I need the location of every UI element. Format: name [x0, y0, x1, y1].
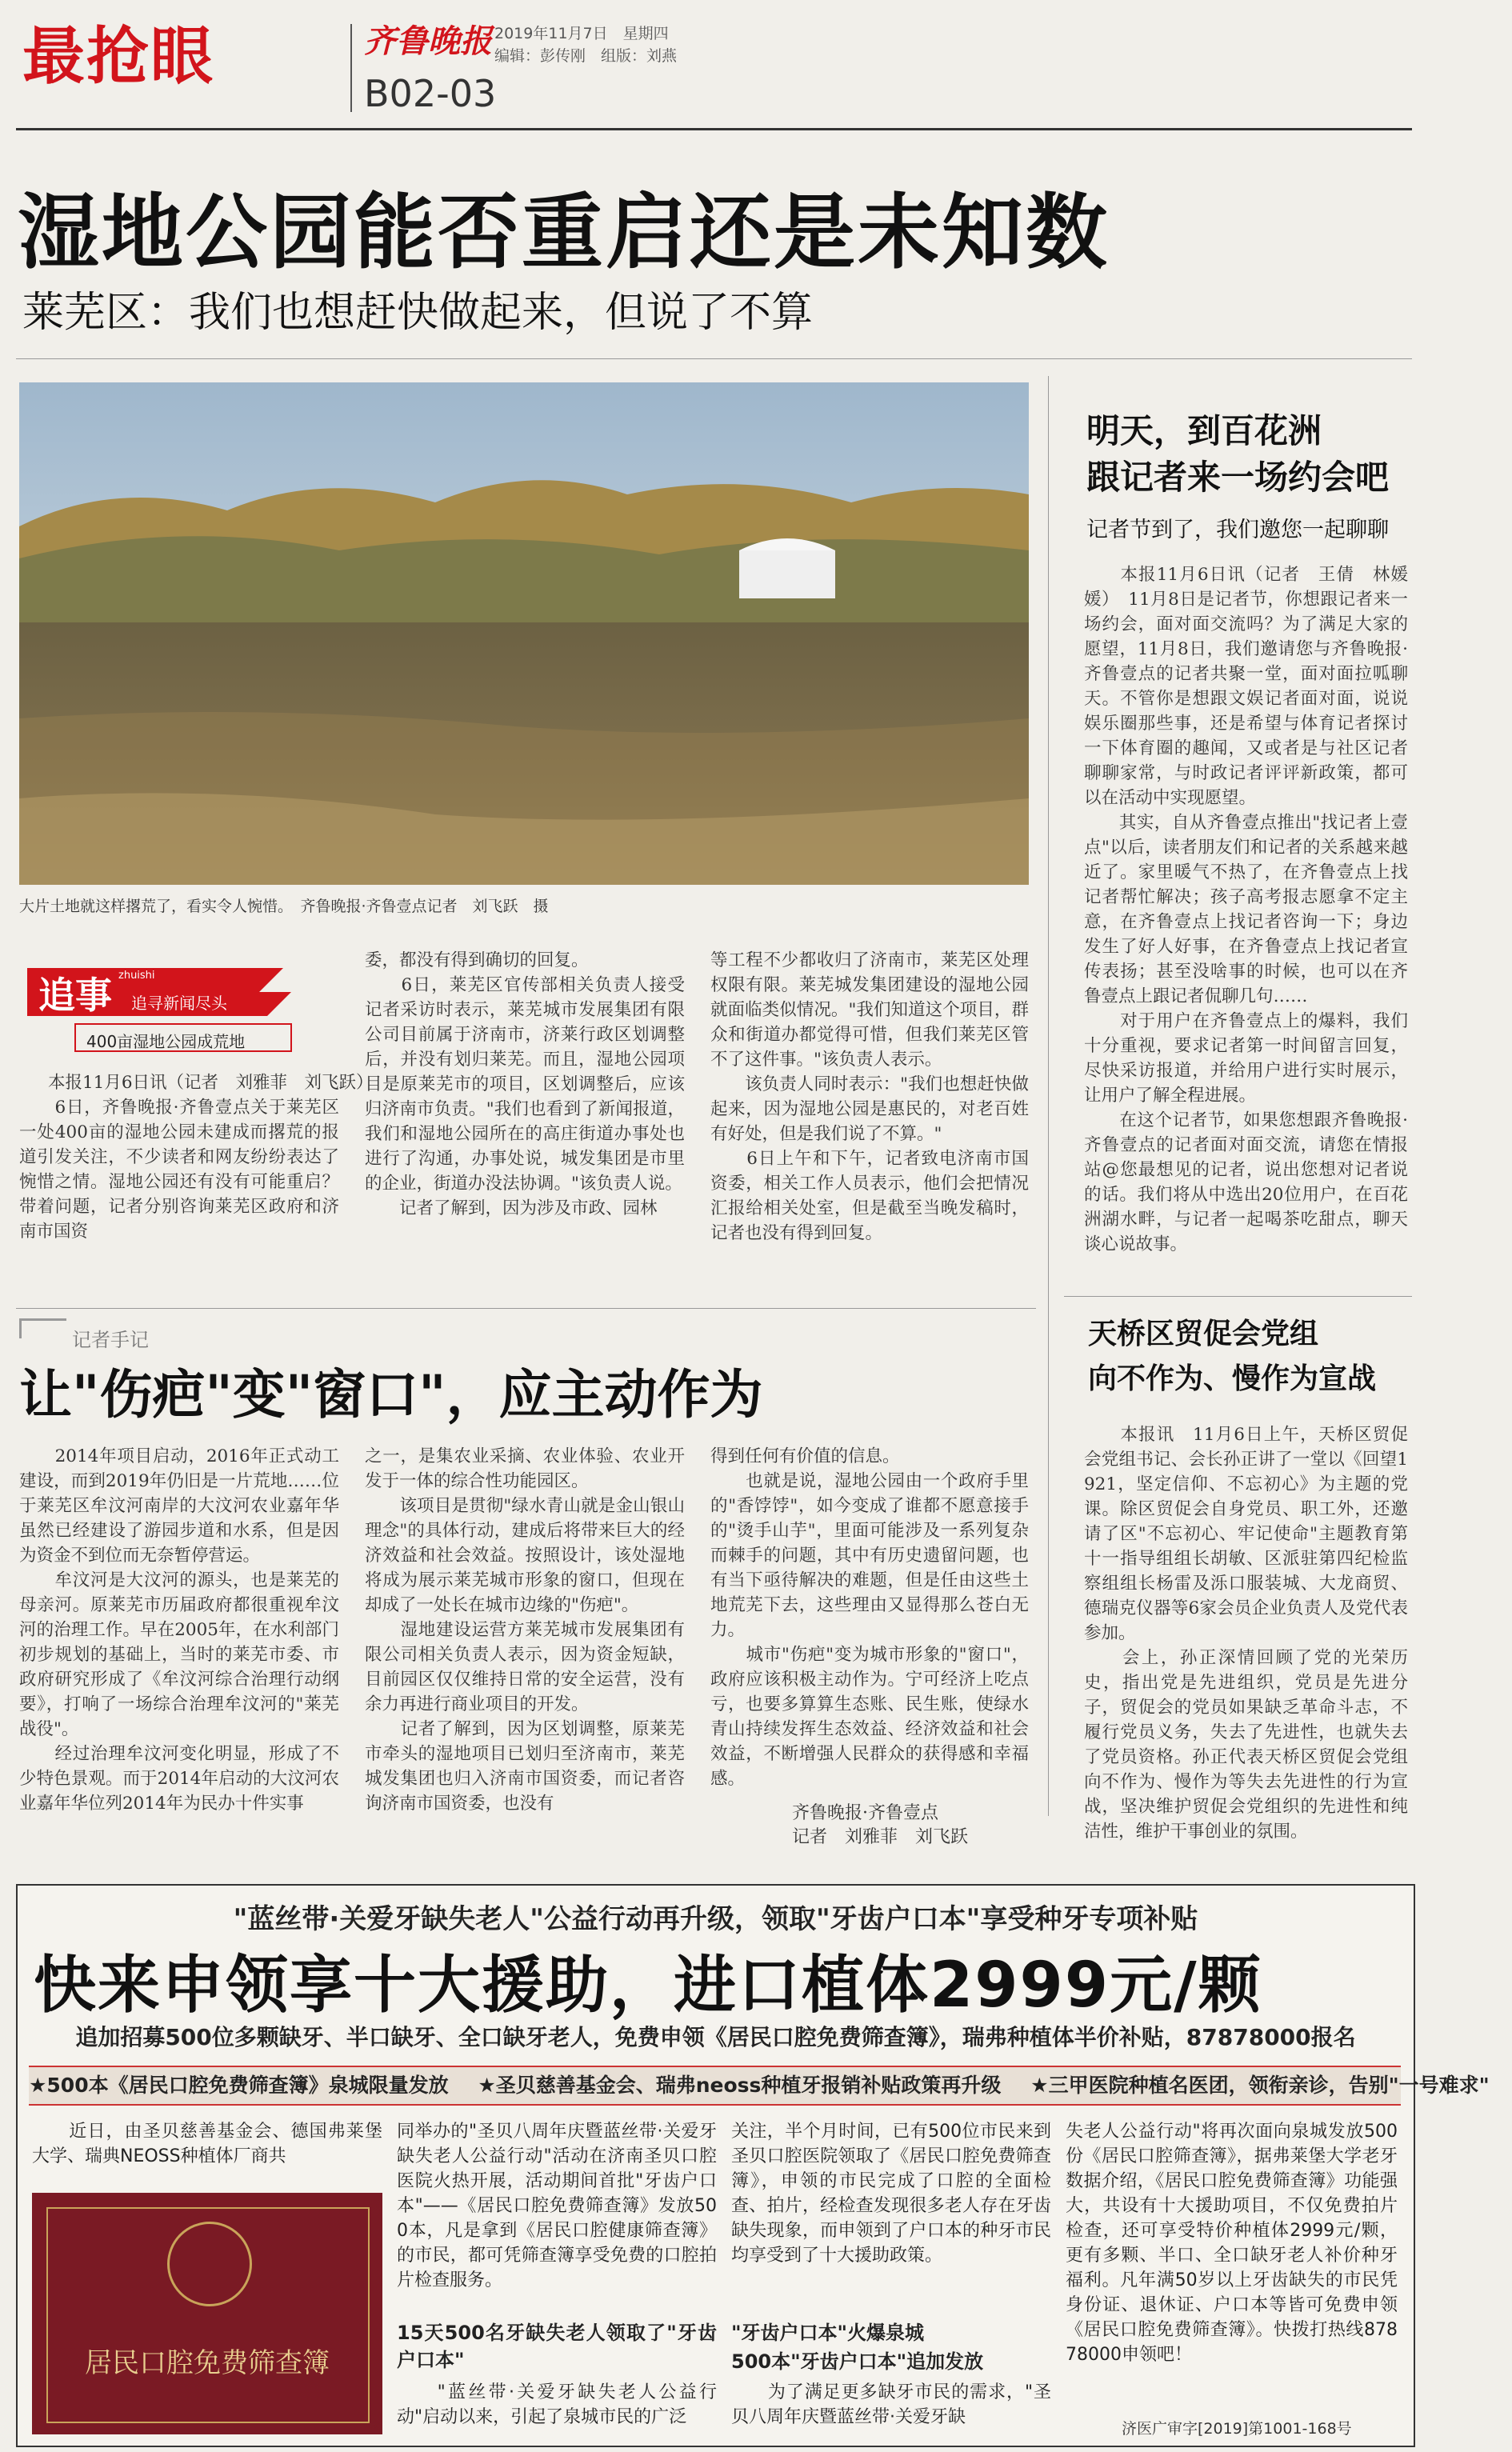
header-divider [350, 24, 352, 112]
side2-headline-line1: 天桥区贸促会党组 [1088, 1318, 1319, 1350]
ad-line-3: 追加招募500位多颗缺牙、半口缺牙、全口缺牙老人，免费申领《居民口腔免费筛查簿》，瑞弗种植体半价补贴，87878000报名 [75, 2024, 1356, 2050]
ad-col-4: 失老人公益行动"将再次面向泉城发放500份《居民口腔筛查簿》，据弗莱堡大学老牙数据介绍，《居民口腔免费筛查簿》功能强大，共设有十大援助项目，不仅免费拍片检查，还可享受特价种植体2999元/颗，更有多颗、半口、全口缺牙老人补价种牙福利。凡年满50岁以上牙齿缺失的市民凭身份证、退休证、户口本等皆可免费申领《居民口腔免费筛查簿》。快拨打热线87878000申领吧！ [1066, 2122, 1398, 2365]
ad-col-1: 近日，由圣贝慈善基金会、德国弗莱堡大学、瑞典NEOSS种植体厂商共 [32, 2122, 382, 2166]
ad-col-3: 关注，半个月时间，已有500位市民来到圣贝口腔医院领取了《居民口腔免费筛查簿》，申领的市民完成了口腔的全面检查、拍片，经检查发现很多老人存在牙齿缺失现象，而申领到了户口本的种牙市民均享受到了十大援助政策。 [731, 2122, 1051, 2266]
editor-line: 编辑：彭传刚 组版：刘燕 [494, 47, 678, 65]
editorial-label: 记者手记 [72, 1329, 149, 1351]
side1-headline [1086, 408, 1389, 501]
ad-line-1: "蓝丝带·关爱牙缺失老人"公益行动再升级，领取"牙齿户口本"享受种牙专项补贴 [233, 1903, 1198, 1935]
sidebar-rule [1048, 376, 1049, 1816]
editorial-col-3: 得到任何有价值的信息。 也就是说，湿地公园由一个政府手里的"香饽饽"，如今变成了谁都不愿意接手的"烫手山芋"，里面可能涉及一系列复杂而棘手的问题，其中有历史遗留问题，也有当下亟待解决的难题，但是任由这些土地荒芜下去，这些理由又显得那么苍白无力。 城市"伤疤"变为城市形象的"窗口"，政府应该积极主动作为。宁可经济上吃点亏，也要多算算生态账、民生账，使绿水青山持续发挥生态效益、经济效益和社会效益，不断增强人民群众的获得感和幸福感。 [710, 1446, 1029, 1789]
editorial-headline: 让"伤疤"变"窗口"，应主动作为 [19, 1364, 763, 1426]
ad-col-3-head-1: "牙齿户口本"火爆泉城 [731, 2322, 925, 2344]
ad-col-2: 同举办的"圣贝八周年庆暨蓝丝带·关爱牙缺失老人公益行动"活动在济南圣贝口腔医院火热开展，活动期间首批"牙齿户口本"——《居民口腔免费筛查簿》发放500本，凡是拿到《居民口腔健康筛查簿》的市民，都可凭筛查簿享受免费的口腔拍片检查服务。 [397, 2122, 717, 2290]
main-col-2: 委，都没有得到确切的回复。 6日，莱芜区官传部相关负责人接受记者采访时表示，莱芜城市发展集团有限公司目前属于济南市，济莱行政区划调整后，并没有划归莱芜。而且，湿地公园项目是原莱芜市的项目，区划调整后，应该归济南市负责。"我们也看到了新闻报道，我们和湿地公园所在的高庄街道办事处也进行了沟通，办事处说，城发集团是市里的企业，街道办没法协调。"该负责人说。 记者了解到，因为涉及市政、园林 [365, 950, 685, 1218]
badge-subtitle: 400亩湿地公园成荒地 [86, 1032, 246, 1051]
ad-col-3-head-2: 500本"牙齿户口本"追加发放 [731, 2350, 984, 2373]
ad-license: 济医广审字[2019]第1001-168号 [1122, 2420, 1352, 2438]
ad-highlight-band [29, 2066, 1490, 2106]
editorial-col-1: 2014年项目启动，2016年正式动工建设，而到2019年仍旧是一片荒地……位于莱芜区牟汶河南岸的大汶河农业嘉年华虽然已经建设了游园步道和水系，但是因为资金不到位而无奈暂停营运。 牟汶河是大汶河的源头，也是莱芜的母亲河。原莱芜市历届政府都很重视牟汶河的治理工作。早在2005年，在水利部门初步规划的基础上，当时的莱芜市委、市政府研究形成了《牟汶河综合治理行动纲要》，打响了一场综合治理牟汶河的"莱芜战役"。 经过治理牟汶河变化明显，形成了不少特色景观。而于2014年启动的大汶河农业嘉年华位列2014年为民办十件实事 [19, 1446, 339, 1814]
side1-headline-line1: 明天，到百花洲 [1086, 411, 1322, 450]
signature-authors: 记者 刘雅菲 刘飞跃 [792, 1827, 969, 1847]
badge-pinyin: zhuishi [118, 970, 155, 982]
editorial-corner [19, 1318, 66, 1338]
side-divider [1064, 1296, 1412, 1297]
ad-band-item: ★圣贝慈善基金会、瑞弗neoss种植牙报销补贴政策再升级 [478, 2074, 1002, 2097]
ad-book-image [32, 2193, 382, 2434]
section-rule [16, 358, 1412, 359]
newspaper-logo: 齐鲁晚报 [364, 22, 492, 60]
side1-body: 本报11月6日讯（记者 王倩 林媛媛） 11月8日是记者节，你想跟记者来一场约会，面对面交流吗？为了满足大家的愿望，11月8日，我们邀请您与齐鲁晚报·齐鲁壹点的记者共聚一堂，面对面拉呱聊天。不管你是想跟文娱记者面对面，说说娱乐圈那些事，还是希望与体育记者探讨一下体育圈的趣闻，又或者是与社区记者聊聊家常，与时政记者评评新政策，都可以在活动中实现愿望。 其实，自从齐鲁壹点推出"找记者上壹点"以后，读者朋友们和记者的关系越来越近了。家里暖气不热了，在齐鲁壹点上找记者帮忙解决；孩子高考报志愿拿不定主意，在齐鲁壹点上找记者咨询一下；身边发生了好人好事，在齐鲁壹点上找记者宣传表扬；甚至没啥事的时候，也可以在齐鲁壹点上跟记者侃聊几句…… 对于用户在齐鲁壹点上的爆料，我们十分重视，要求记者第一时间留言回复，尽快采访报道，并给用户进行实时展示，让用户了解全程进展。 在这个记者节，如果您想跟齐鲁晚报·齐鲁壹点的记者面对面交流，请您在情报站@您最想见的记者，说出您想对记者说的话。我们将从中选出20位用户，在百花洲湖水畔，与记者一起喝茶吃甜点，聊天谈心说故事。 [1084, 565, 1408, 1254]
side1-headline-line2: 跟记者来一场约会吧 [1086, 458, 1390, 497]
main-byline: 本报11月6日讯（记者 刘雅菲 刘飞跃） [48, 1073, 374, 1093]
book-title: 居民口腔免费筛查簿 [85, 2347, 330, 2379]
main-col-1: 6日，齐鲁晚报·齐鲁壹点关于莱芜区一处400亩的湿地公园未建成而撂荒的报道引发关注，不少读者和网友纷纷表达了惋惜之情。湿地公园还有没有可能重启？带着问题，记者分别咨询莱芜区政府和济南市国资 [19, 1098, 339, 1242]
column-badge [19, 952, 339, 1056]
ad-col-2-head: 15天500名牙缺失老人领取了"牙齿户口本" [397, 2322, 717, 2371]
wetland-photo [19, 382, 1029, 885]
signature-outlet: 齐鲁晚报·齐鲁壹点 [792, 1803, 938, 1823]
main-headline: 湿地公园能否重启还是未知数 [18, 186, 1110, 281]
date-line: 2019年11月7日 星期四 [494, 25, 669, 42]
ad-band-item: ★三甲医院种植名医团，领衔亲诊，告别"一号难求" [1030, 2074, 1490, 2097]
page-code: B02-03 [364, 72, 497, 115]
photo-caption: 大片土地就这样撂荒了，看实令人惋惜。 齐鲁晚报·齐鲁壹点记者 刘飞跃 摄 [19, 898, 549, 915]
header-meta [494, 22, 677, 67]
editorial-col-2: 之一，是集农业采摘、农业体验、农业开发于一体的综合性功能园区。 该项目是贯彻"绿水青山就是金山银山理念"的具体行动，建成后将带来巨大的经济效益和社会效益。按照设计，该处湿地将成为展示莱芜城市形象的窗口，但现在却成了一处长在城市边缘的"伤疤"。 湿地建设运营方莱芜城市发展集团有限公司相关负责人表示，因为资金短缺，目前园区仅仅维持日常的安全运营，没有余力再进行商业项目的开发。 记者了解到，因为区划调整，原莱芜市牵头的湿地项目已划归至济南市，莱芜城发集团也归入济南市国资委，而记者咨询济南市国资委，也没有 [365, 1446, 685, 1814]
dental-advertisement [16, 1884, 1490, 2447]
header-rule [16, 128, 1412, 130]
editorial-signature [792, 1802, 968, 1850]
section-title: 最抢眼 [22, 21, 215, 93]
main-col-3: 等工程不少都收归了济南市，莱芜区处理权限有限。莱芜城发集团建设的湿地公园就面临类似情况。"我们知道这个项目，群众和街道办都觉得可惜，但我们莱芜区管不了这件事。"该负责人表示。 该负责人同时表示："我们也想赶快做起来，因为湿地公园是惠民的，对老百姓有好处，但是我们说了不算。" 6日上午和下午，记者致电济南市国资委，相关工作人员表示，他们会把情况汇报给相关处室，但是截至当晚发稿时，记者也没有得到回复。 [710, 950, 1029, 1243]
side2-headline-line2: 向不作为、慢作为宣战 [1088, 1362, 1377, 1395]
side1-subtitle: 记者节到了，我们邀您一起聊聊 [1086, 518, 1389, 542]
side2-headline [1088, 1312, 1376, 1402]
badge-main: 追事 [38, 974, 112, 1017]
side2-body: 本报讯 11月6日上午，天桥区贸促会党组书记、会长孙正讲了一堂以《回望1921，坚定信仰、不忘初心》为主题的党课。除区贸促会自身党员、职工外，还邀请了区"不忘初心、牢记使命"主题教育第十一指导组组长胡敏、区派驻第四纪检监察组组长杨雷及泺口服装城、大龙商贸、德瑞克仪器等6家会员企业负责人及党代表参加。 会上，孙正深情回顾了党的光荣历史，指出党是先进组织，党员是先进分子，贸促会的党员如果缺乏革命斗志，不履行党员义务，失去了先进性，也就失去了党员资格。孙正代表天桥区贸促会党组向不作为、慢作为等失去先进性的行为宣战，坚决维护贸促会党组织的先进性和纯洁性，维护干事创业的氛围。 [1084, 1425, 1408, 1842]
ad-band-item: ★500本《居民口腔免费筛查簿》泉城限量发放 [29, 2074, 449, 2097]
editorial-rule [16, 1308, 1036, 1309]
ad-headline: 快来申领享十大援助，进口植体2999元/颗 [34, 1950, 1262, 2022]
main-subhead: 莱芜区：我们也想赶快做起来，但说了不算 [22, 289, 814, 337]
ad-col-2-tail: "蓝丝带·关爱牙缺失老人公益行动"启动以来，引起了泉城市民的广泛 [397, 2382, 717, 2427]
ad-col-3-tail: 为了满足更多缺牙市民的需求，"圣贝八周年庆暨蓝丝带·关爱牙缺 [731, 2382, 1051, 2427]
badge-tag: 追寻新闻尽头 [131, 994, 227, 1013]
tooth-emblem-icon [167, 2222, 252, 2306]
